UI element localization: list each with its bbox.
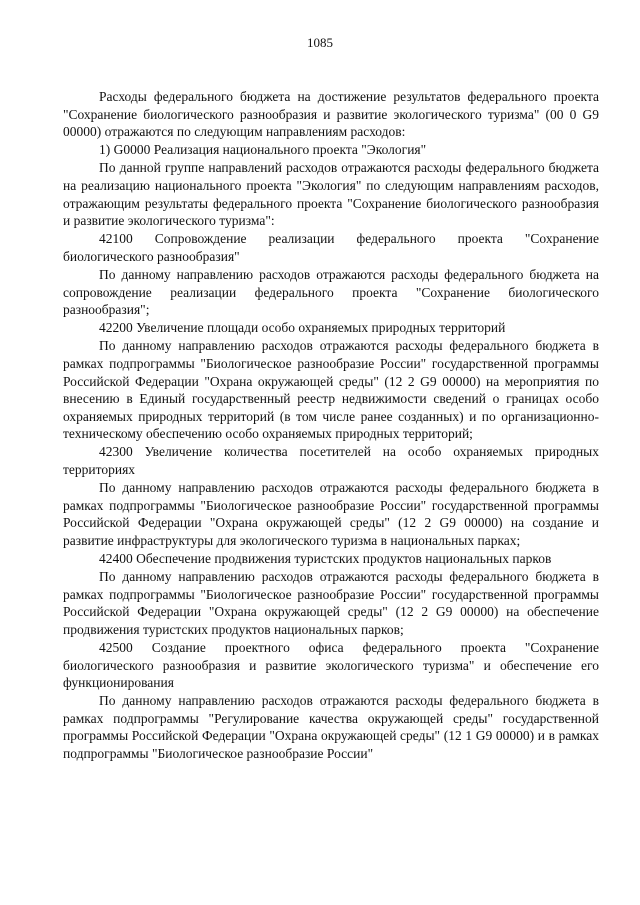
code-42300-description: По данному направлению расходов отражаются расходы федерального бюджета в рамках подпрограммы "Биологическое разнообразие России" государственной программы Российской Федерации "Охрана окружающей среды" (12 2 G9 00000) на создание и развитие инфраструктуры для экологического туризма в национальных парках; bbox=[63, 480, 599, 548]
code-42200-description: По данному направлению расходов отражаются расходы федерального бюджета в рамках подпрограммы "Биологическое разнообразие России" государственной программы Российской Федерации "Охрана окружающей среды" (12 2 G9 00000) на мероприятия по внесению в Единый государственный реестр недвижимости сведений о границах особо охраняемых природных территорий (в том числе ранее созданных) и по организационно-техническому обеспечению особо охраняемых природных территорий; bbox=[63, 338, 599, 442]
page-number: 1085 bbox=[307, 35, 333, 50]
code-42500-description: По данному направлению расходов отражаются расходы федерального бюджета в рамках подпрограммы "Регулирование качества окружающей среды" государственной программы Российской Федерации "Охрана окружающей среды" (12 1 G9 00000) и в рамках подпрограммы "Биологическое разнообразие России" bbox=[63, 693, 599, 761]
code-42100-description: По данному направлению расходов отражаются расходы федерального бюджета на сопровождение реализации федерального проекта "Сохранение биологического разнообразия"; bbox=[63, 266, 599, 318]
code-heading-42200: 42200 Увеличение площади особо охраняемых природных территорий bbox=[99, 320, 506, 336]
code-heading-42400: 42400 Обеспечение продвижения туристских продуктов национальных парков bbox=[99, 550, 552, 566]
code-heading-42500: 42500 Создание проектного офиса федерального проекта "Сохранение биологического разнообразия и развитие экологического туризма" и обеспечение его функционирования bbox=[63, 639, 599, 691]
section-heading-g0000: 1) G0000 Реализация национального проекта "Экология" bbox=[99, 142, 427, 158]
intro-paragraph: Расходы федерального бюджета на достижение результатов федерального проекта "Сохранение биологического разнообразия и развитие экологического туризма" (00 0 G9 00000) отражаются по следующим направлениям расходов: bbox=[63, 89, 599, 140]
document-body bbox=[63, 88, 599, 763]
code-42400-description: По данному направлению расходов отражаются расходы федерального бюджета в рамках подпрограммы "Биологическое разнообразие России" государственной программы Российской Федерации "Охрана окружающей среды" (12 2 G9 00000) на обеспечение продвижения туристских продуктов национальных парков; bbox=[63, 569, 599, 637]
code-heading-42300: 42300 Увеличение количества посетителей на особо охраняемых природных территориях bbox=[63, 444, 599, 477]
g0000-description: По данной группе направлений расходов отражаются расходы федерального бюджета на реализацию национального проекта "Экология" по следующим направлениям расходов, отражающим результаты федерального проекта "Сохранение биологического разнообразия и развитие экологического туризма": bbox=[63, 160, 599, 229]
code-heading-42100: 42100 Сопровождение реализации федерального проекта "Сохранение биологического разнообразия" bbox=[63, 231, 599, 264]
